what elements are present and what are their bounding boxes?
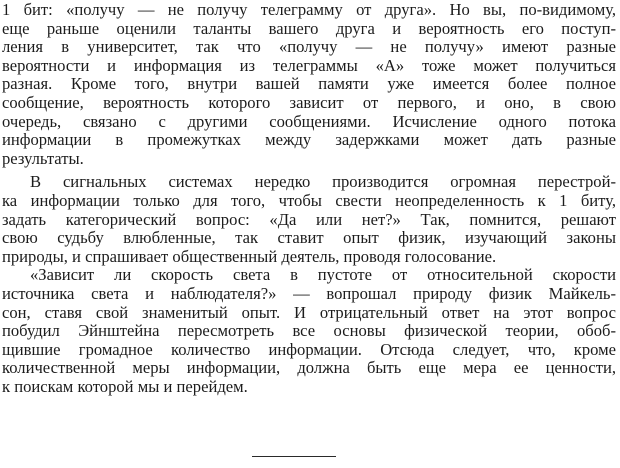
text-line: количественной меры информации, должна быть еще мера ее ценности, (2, 358, 616, 378)
text-line: очередь, связано с другими сообщениями. Исчисление одного потока (2, 111, 616, 131)
section-divider (252, 456, 336, 457)
text-line: природы, и спрашивает общественный деятель, проводя голосование. (2, 246, 497, 266)
paragraph-2 (2, 173, 616, 266)
body-text (2, 1, 616, 396)
text-line: к поискам которой мы и перейдем. (2, 376, 248, 396)
text-line: свою судьбу влюбленные, так ставит опыт физик, изучающий законы (2, 228, 616, 248)
paragraph-1 (2, 1, 616, 168)
text-line: сон, ставя свой знаменитый опыт. И отрицательный ответ на этот вопрос (2, 302, 616, 322)
text-line: щившие громадное количество информации. Отсюда следует, что, кроме (2, 339, 616, 359)
text-line: ка информации только для того, чтобы свести неопределенность к 1 биту, (2, 190, 616, 210)
text-line: результаты. (2, 148, 84, 168)
text-line: побудил Эйнштейна пересмотреть все основы физической теории, обоб- (2, 321, 616, 341)
text-line: еще раньше оценили таланты вашего друга и вероятность его поступ- (2, 18, 616, 38)
text-line: вероятности и информация из телеграммы «А» тоже может получиться (2, 55, 616, 75)
text-line: «Зависит ли скорость света в пустоте от относительной скорости (30, 265, 616, 285)
text-line: 1 бит: «получу — не получу телеграмму от друга». Но вы, по-видимому, (2, 0, 616, 19)
text-line: информации в промежутках между задержками может дать разные (2, 130, 616, 150)
text-line: сообщение, вероятность которого зависит от первого, и оно, в свою (2, 92, 616, 112)
paragraph-3 (2, 266, 616, 396)
text-line: задать категорический вопрос: «Да или нет?» Так, помнится, решают (2, 209, 616, 229)
text-line: разная. Кроме того, внутри вашей памяти уже имеется более полное (2, 74, 616, 94)
text-line: ления в университет, так что «получу — не получу» имеют разные (2, 37, 616, 57)
text-line: В сигнальных системах нередко производится огромная перестрой- (30, 172, 616, 192)
text-line: источника света и наблюдателя?» — вопрошал природу физик Майкель- (2, 283, 616, 303)
